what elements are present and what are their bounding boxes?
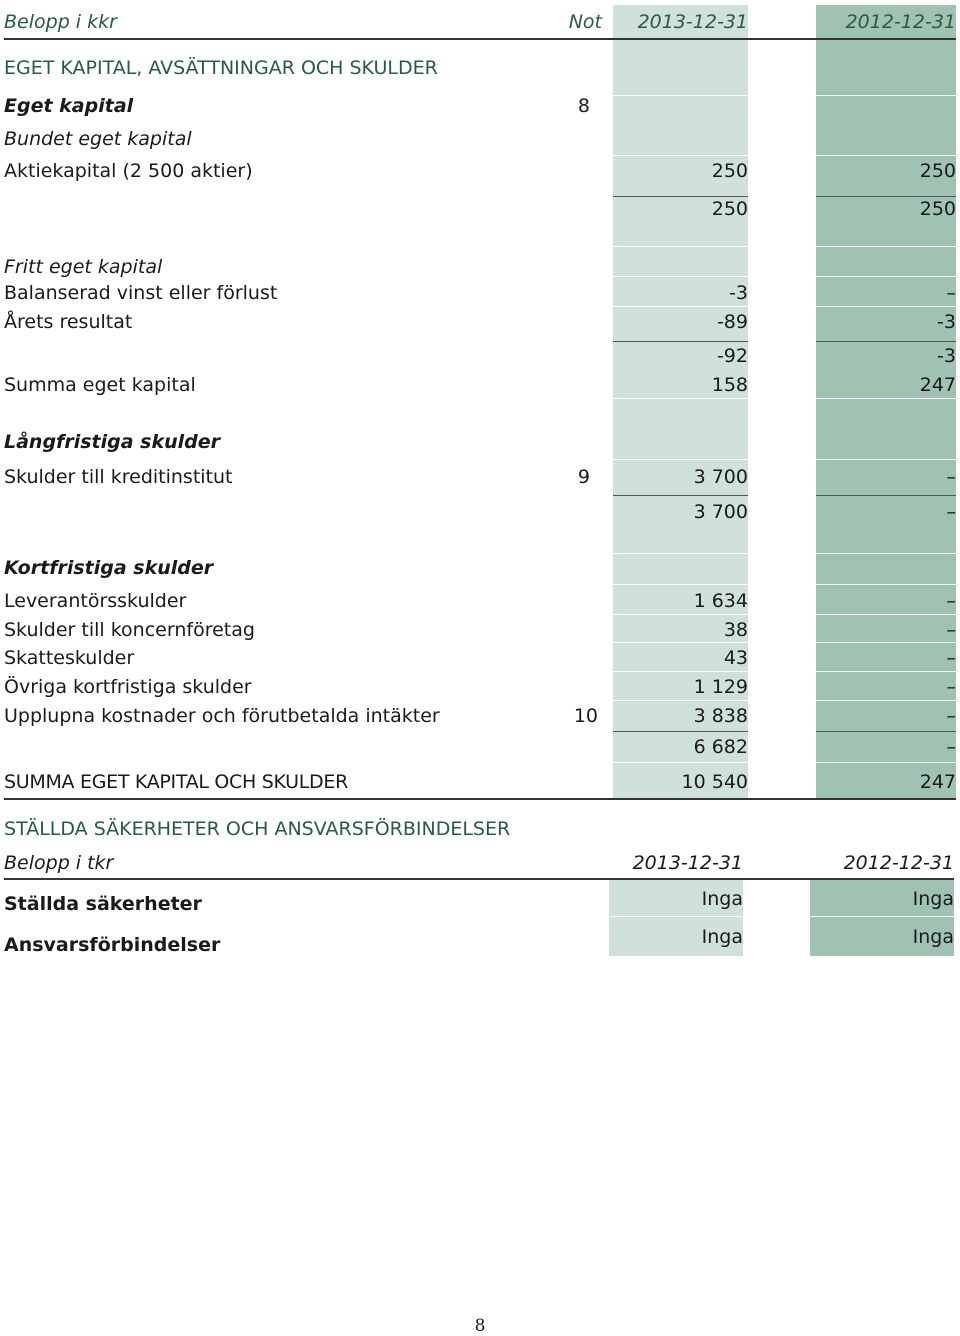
row-label: Aktiekapital (2 500 aktier) <box>4 160 253 182</box>
row-label: Fritt eget kapital <box>4 256 163 278</box>
pledges-unit-label: Belopp i tkr <box>4 852 114 874</box>
row-value-2012: – <box>946 590 956 612</box>
row-note: 10 <box>573 705 598 727</box>
row-value-2012: – <box>946 647 956 669</box>
row-value-2013: 3 838 <box>693 705 748 727</box>
row-label: Upplupna kostnader och förutbetalda intäkter <box>4 705 440 727</box>
row-label: Balanserad vinst eller förlust <box>4 282 278 304</box>
row-label: Kortfristiga skulder <box>4 557 214 579</box>
header-rule <box>4 38 956 40</box>
subtotal-2012: 250 <box>919 198 956 220</box>
unit-label: Belopp i kkr <box>4 11 117 33</box>
subtotal-2012: – <box>946 501 956 523</box>
subtotal-2013: -92 <box>716 345 748 367</box>
row-value-2013: 250 <box>711 160 748 182</box>
row-value-2013: 1 129 <box>693 676 748 698</box>
row-value-2012: – <box>946 619 956 641</box>
page-number: 8 <box>474 1316 486 1336</box>
pledges-value-2013: Inga <box>701 926 743 948</box>
pledges-header-rule <box>4 878 954 880</box>
pledges-title: STÄLLDA SÄKERHETER OCH ANSVARSFÖRBINDELSER <box>4 818 511 840</box>
subtotal-2013: 250 <box>711 198 748 220</box>
subtotal-2012: – <box>946 736 956 758</box>
row-label: Summa eget kapital <box>4 374 196 396</box>
total-rule <box>4 798 956 800</box>
grand-total-2013: 10 540 <box>681 771 748 793</box>
grand-total-2012: 247 <box>919 771 956 793</box>
pledges-column-header-2012: 2012-12-31 <box>843 852 954 874</box>
pledges-value-2012: Inga <box>912 926 954 948</box>
subtotal-2013: 3 700 <box>693 501 748 523</box>
note-column-header: Not <box>568 11 602 33</box>
column-header-2012: 2012-12-31 <box>845 11 956 33</box>
subtotal-2013: 6 682 <box>693 736 748 758</box>
pledges-value-2012: Inga <box>912 888 954 910</box>
pledges-row-label: Ansvarsförbindelser <box>4 934 221 956</box>
row-label: Årets resultat <box>4 311 133 333</box>
subtotal-2012: -3 <box>937 345 956 367</box>
row-note: 9 <box>577 466 590 488</box>
row-value-2013: 158 <box>711 374 748 396</box>
row-value-2013: -89 <box>716 311 748 333</box>
row-label: Övriga kortfristiga skulder <box>4 676 252 698</box>
row-label: Skulder till kreditinstitut <box>4 466 233 488</box>
row-label: Långfristiga skulder <box>4 431 220 453</box>
row-label: Leverantörsskulder <box>4 590 187 612</box>
row-value-2012: – <box>946 676 956 698</box>
row-value-2013: 3 700 <box>693 466 748 488</box>
row-value-2013: 43 <box>723 647 748 669</box>
row-label: Skulder till koncernföretag <box>4 619 255 641</box>
row-label: Eget kapital <box>4 95 134 117</box>
row-label: Skatteskulder <box>4 647 135 669</box>
column-header-2013: 2013-12-31 <box>637 11 748 33</box>
row-value-2012: – <box>946 466 956 488</box>
section-title: EGET KAPITAL, AVSÄTTNINGAR OCH SKULDER <box>4 57 438 79</box>
pledges-row-label: Ställda säkerheter <box>4 893 202 915</box>
row-value-2012: 250 <box>919 160 956 182</box>
row-value-2013: 38 <box>723 619 748 641</box>
pledges-column-header-2013: 2013-12-31 <box>632 852 743 874</box>
row-value-2012: -3 <box>937 311 956 333</box>
row-value-2012: – <box>946 705 956 727</box>
row-value-2012: 247 <box>919 374 956 396</box>
row-note: 8 <box>577 95 590 117</box>
row-value-2012: – <box>946 282 956 304</box>
row-value-2013: -3 <box>729 282 748 304</box>
row-label: Bundet eget kapital <box>4 128 192 150</box>
row-value-2013: 1 634 <box>693 590 748 612</box>
grand-total-label: SUMMA EGET KAPITAL OCH SKULDER <box>4 771 348 793</box>
pledges-value-2013: Inga <box>701 888 743 910</box>
